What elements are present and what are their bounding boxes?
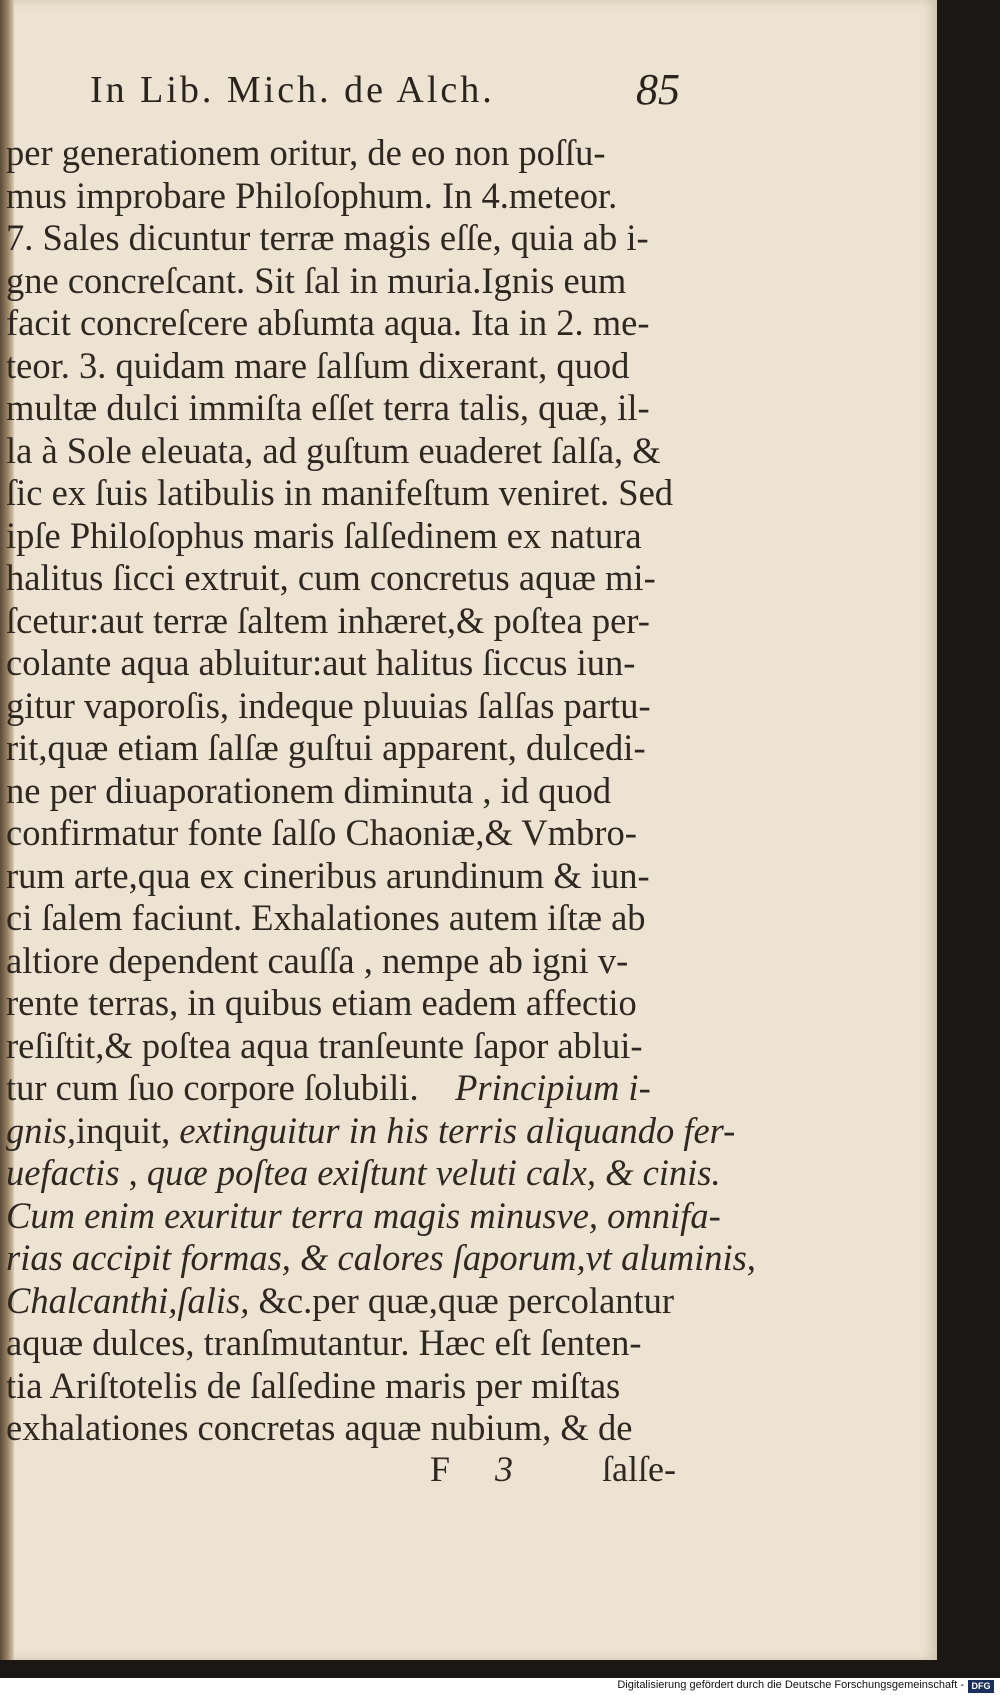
text-line: ci ſalem faciunt. Exhalationes autem iſtæ ab: [6, 897, 646, 938]
italic-quote: extinguitur in his terris aliquando fer-: [179, 1109, 736, 1151]
text-line: gitur vaporoſis, indeque pluuias ſalſas partu-: [6, 684, 651, 726]
spacer: [428, 1067, 446, 1108]
text-line: rit,quæ etiam ſalſæ guſtui apparent, dulcedi-: [6, 727, 646, 768]
text-segment: ,: [128, 1152, 138, 1193]
text-line: confirmatur fonte ſalſo Chaoniæ,& Vmbro-: [6, 812, 637, 853]
text-line: colante aqua abluitur:aut halitus ſiccus iun-: [6, 642, 636, 683]
text-line: reſiſtit,& poſtea aqua tranſeunte ſapor ablui-: [6, 1024, 643, 1066]
text-segment: inquit,: [75, 1109, 171, 1151]
italic-quote: Chalcanthi,ſalis,: [6, 1279, 250, 1321]
page-number: 85: [636, 65, 680, 114]
catchword: ſalſe-: [602, 1449, 676, 1489]
text-line: la à Sole eleuata, ad guſtum euaderet ſalſa, &: [6, 429, 661, 471]
text-line: teor. 3. quidam mare ſalſum dixerant, quod: [6, 344, 630, 386]
dfg-logo: DFG: [968, 1680, 994, 1693]
text-line-mixed: [6, 1109, 736, 1153]
italic-line: Cum enim exuritur terra magis minusve, omnifa-: [6, 1194, 721, 1236]
text-line: multæ dulci immiſta eſſet terra talis, quæ, il-: [6, 387, 650, 428]
running-title: In Lib. Mich. de Alch.: [90, 69, 495, 111]
main-text-block: [6, 132, 756, 1450]
signature-number: 3: [495, 1449, 514, 1489]
text-line: rum arte,qua ex cineribus arundinum & iun-: [6, 854, 650, 896]
text-segment: tur cum ſuo corpore ſolubili.: [6, 1067, 419, 1108]
text-line: ne per diuaporationem diminuta , id quod: [6, 769, 612, 811]
italic-quote: Principium i-: [455, 1067, 651, 1108]
italic-quote: quæ poſtea exiſtunt veluti calx, & cinis.: [146, 1152, 721, 1193]
text-line-mixed: [6, 1152, 721, 1195]
italic-quote: gnis,: [6, 1109, 76, 1151]
italic-quote: uefactis: [6, 1152, 120, 1193]
italic-line: rias accipit formas, & calores ſaporum,vt aluminis,: [6, 1237, 756, 1278]
text-line: aquæ dulces, tranſmutantur. Hæc eſt ſenten-: [6, 1322, 642, 1363]
text-line: exhalationes concretas aquæ nubium, & de: [6, 1407, 633, 1448]
text-line: ſic ex ſuis latibulis in manifeſtum veniret. Sed: [6, 472, 674, 513]
text-line: gne concreſcant. Sit ſal in muria.Ignis eum: [6, 259, 627, 301]
text-line: altiore dependent cauſſa , nempe ab igni v-: [6, 939, 629, 981]
signature-line: [430, 1448, 676, 1490]
text-line: halitus ſicci extruit, cum concretus aquæ mi-: [6, 557, 656, 598]
text-line: 7. Sales dicuntur terræ magis eſſe, quia ab i-: [6, 217, 649, 258]
text-line: ipſe Philoſophus maris ſalſedinem ex natura: [6, 514, 642, 556]
text-line: mus improbare Philoſophum. In 4.meteor.: [6, 174, 618, 216]
text-line: facit concreſcere abſumta aqua. Ita in 2. me-: [6, 302, 650, 343]
text-line-mixed: [6, 1280, 674, 1323]
text-segment: &c.per quæ,quæ percolantur: [258, 1279, 675, 1321]
text-line: per generationem oritur, de eo non poſſu-: [6, 132, 606, 173]
text-line-mixed: [6, 1067, 674, 1110]
funding-credit: Digitalisierung gefördert durch die Deutsche Forschungsgemeinschaft -: [617, 1679, 964, 1691]
signature-mark: F: [430, 1449, 451, 1489]
text-line: rente terras, in quibus etiam eadem affectio: [6, 982, 637, 1023]
text-line: ſcetur:aut terræ ſaltem inhæret,& poſtea per-: [6, 599, 650, 641]
text-line: tia Ariſtotelis de ſalſedine maris per miſtas: [6, 1364, 621, 1406]
